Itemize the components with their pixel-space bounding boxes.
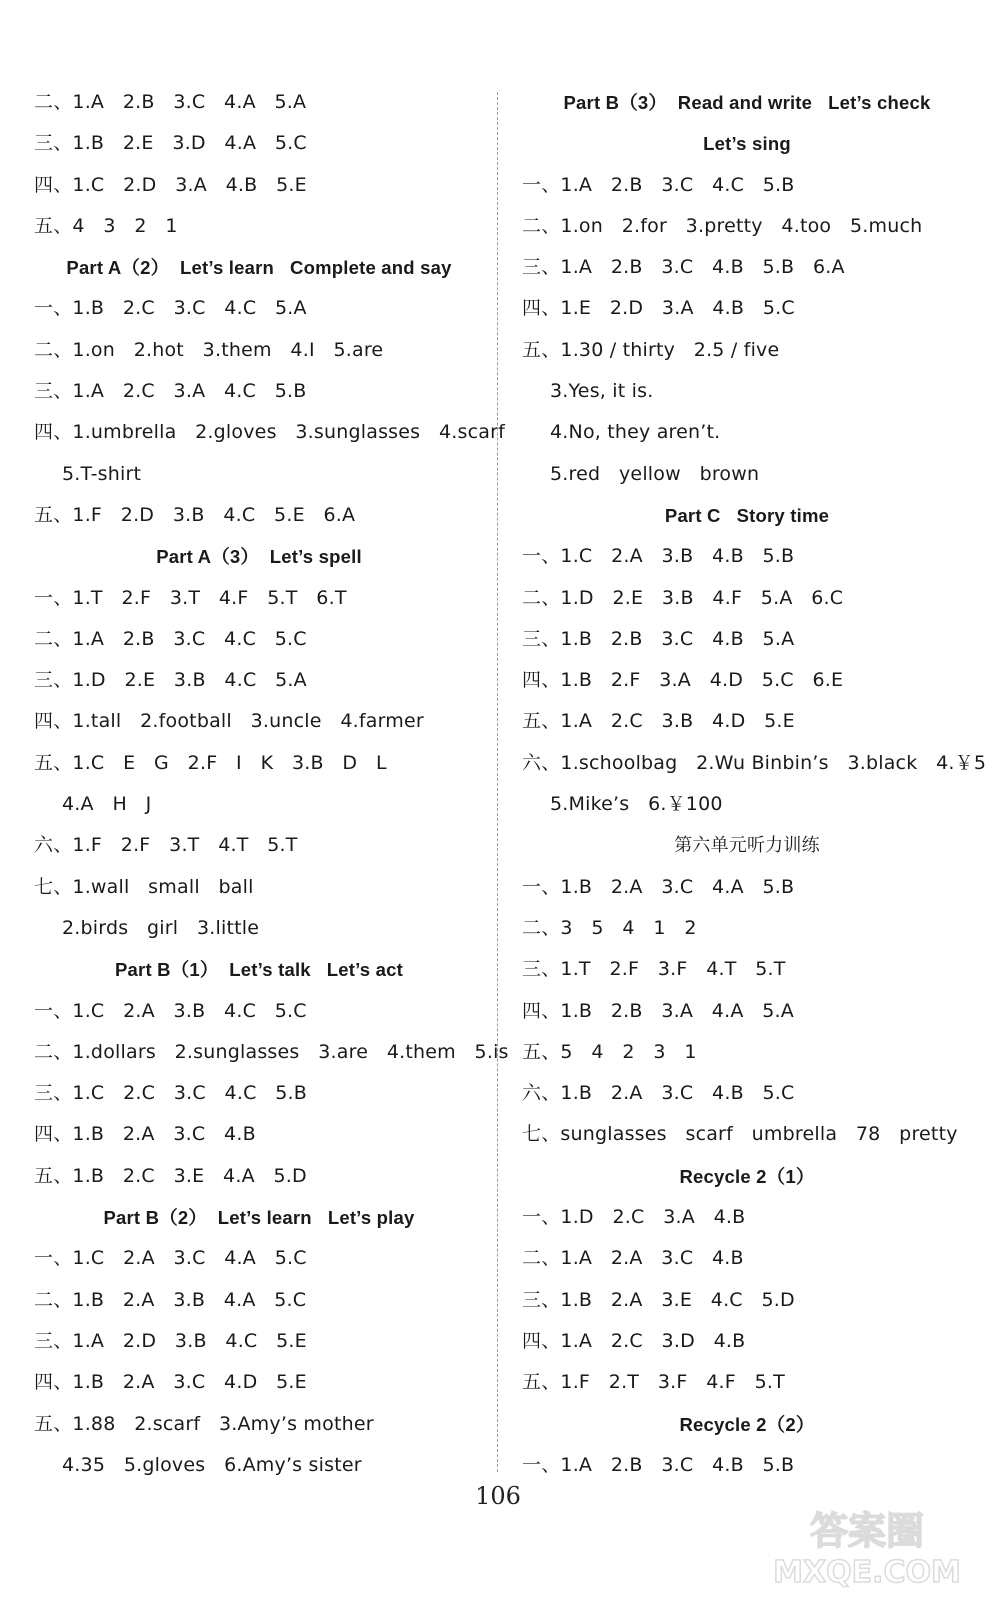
section-heading: Recycle 2（1） (679, 1165, 815, 1187)
answer-line-continuation: 4.No, they aren’t. (550, 421, 721, 444)
answer-line: 四、1.B 2.A 3.C 4.B (34, 1123, 256, 1146)
answer-line: 七、sunglasses scarf umbrella 78 pretty (522, 1123, 958, 1146)
answer-line: 一、1.C 2.A 3.B 4.B 5.B (522, 545, 795, 568)
answer-line: 二、1.D 2.E 3.B 4.F 5.A 6.C (522, 586, 844, 609)
answer-line: 三、1.A 2.C 3.A 4.C 5.B (34, 380, 307, 403)
section-heading: Part B（2） Let’s learn Let’s play (103, 1207, 415, 1229)
answer-line: 二、1.on 2.for 3.pretty 4.too 5.much (522, 214, 923, 237)
answer-line: 二、1.A 2.A 3.C 4.B (522, 1247, 744, 1270)
answer-line: 三、1.D 2.E 3.B 4.C 5.A (34, 669, 307, 692)
answer-line-continuation: 4.35 5.gloves 6.Amy’s sister (62, 1453, 362, 1476)
answer-line: 五、5 4 2 3 1 (522, 1040, 697, 1063)
answer-line: 三、1.B 2.B 3.C 4.B 5.A (522, 627, 795, 650)
answer-line-continuation: 4.A H J (62, 793, 152, 816)
answer-line: 五、1.30 / thirty 2.5 / five (522, 338, 780, 361)
answer-line-continuation: 5.Mike’s 6.￥100 (550, 793, 723, 816)
section-heading: Part A（2） Let’s learn Complete and say (66, 257, 452, 279)
answer-line: 五、1.88 2.scarf 3.Amy’s mother (34, 1412, 374, 1435)
answer-line: 三、1.B 2.E 3.D 4.A 5.C (34, 132, 307, 155)
answer-line: 五、4 3 2 1 (34, 214, 178, 237)
answer-line: 六、1.F 2.F 3.T 4.T 5.T (34, 834, 298, 857)
answer-line: 四、1.E 2.D 3.A 4.B 5.C (522, 297, 795, 320)
answer-line: 三、1.T 2.F 3.F 4.T 5.T (522, 958, 786, 981)
answer-line: 四、1.B 2.B 3.A 4.A 5.A (522, 999, 794, 1022)
answer-line-continuation: 5.red yellow brown (550, 462, 760, 485)
answer-line: 二、1.dollars 2.sunglasses 3.are 4.them 5.is (34, 1040, 509, 1063)
answer-line: 三、1.A 2.B 3.C 4.B 5.B 6.A (522, 256, 845, 279)
page-number: 106 (475, 1482, 521, 1510)
watermark-title: 答案圈 (809, 1509, 925, 1553)
section-heading: Recycle 2（2） (679, 1413, 815, 1435)
answer-line-continuation: 3.Yes, it is. (550, 380, 654, 403)
answer-line: 三、1.B 2.A 3.E 4.C 5.D (522, 1288, 795, 1311)
answer-line: 五、1.C E G 2.F I K 3.B D L (34, 751, 387, 774)
answer-line-continuation: 2.birds girl 3.little (62, 916, 260, 939)
answer-line: 四、1.C 2.D 3.A 4.B 5.E (34, 173, 307, 196)
answer-line: 一、1.B 2.A 3.C 4.A 5.B (522, 875, 795, 898)
answer-line: 五、1.F 2.D 3.B 4.C 5.E 6.A (34, 503, 356, 526)
column-divider (497, 92, 498, 1472)
section-heading: Part B（3） Read and write Let’s check (563, 92, 931, 113)
answer-line: 一、1.C 2.A 3.C 4.A 5.C (34, 1247, 307, 1270)
answer-line: 五、1.F 2.T 3.F 4.F 5.T (522, 1371, 785, 1394)
watermark-url: MXQE.COM (773, 1555, 961, 1590)
answer-line: 二、1.A 2.B 3.C 4.C 5.C (34, 627, 307, 650)
section-heading: Part C Story time (664, 504, 830, 526)
answer-line: 一、1.B 2.C 3.C 4.C 5.A (34, 297, 307, 320)
answer-line: 五、1.A 2.C 3.B 4.D 5.E (522, 710, 795, 733)
answer-line: 一、1.C 2.A 3.B 4.C 5.C (34, 999, 307, 1022)
answer-line: 六、1.schoolbag 2.Wu Binbin’s 3.black 4.￥5 (522, 751, 987, 774)
answer-line: 七、1.wall small ball (34, 875, 254, 898)
answer-line: 二、1.on 2.hot 3.them 4.I 5.are (34, 338, 384, 361)
right-answer-column (522, 82, 987, 1486)
answer-line: 三、1.C 2.C 3.C 4.C 5.B (34, 1082, 308, 1105)
answer-line: 四、1.tall 2.football 3.uncle 4.farmer (34, 710, 424, 733)
left-answer-column (34, 82, 509, 1486)
answer-line: 一、1.T 2.F 3.T 4.F 5.T 6.T (34, 586, 347, 609)
answer-line: 一、1.D 2.C 3.A 4.B (522, 1206, 746, 1229)
section-heading: Part B（1） Let’s talk Let’s act (115, 959, 403, 981)
answer-line: 一、1.A 2.B 3.C 4.C 5.B (522, 173, 795, 196)
section-heading: Let’s sing (703, 133, 791, 155)
answer-line: 二、3 5 4 1 2 (522, 916, 697, 939)
answer-line: 六、1.B 2.A 3.C 4.B 5.C (522, 1082, 795, 1105)
answer-line: 五、1.B 2.C 3.E 4.A 5.D (34, 1164, 307, 1187)
answer-line: 三、1.A 2.D 3.B 4.C 5.E (34, 1329, 307, 1352)
answer-line: 四、1.A 2.C 3.D 4.B (522, 1329, 746, 1352)
answer-line: 二、1.A 2.B 3.C 4.A 5.A (34, 91, 307, 113)
answer-line: 四、1.B 2.F 3.A 4.D 5.C 6.E (522, 669, 844, 692)
section-heading: Part A（3） Let’s spell (156, 546, 362, 568)
answer-line: 二、1.B 2.A 3.B 4.A 5.C (34, 1288, 307, 1311)
answer-line: 四、1.umbrella 2.gloves 3.sunglasses 4.scarf (34, 421, 505, 444)
answer-line: 四、1.B 2.A 3.C 4.D 5.E (34, 1371, 307, 1394)
section-heading: 第六单元听力训练 (674, 835, 820, 856)
answer-line-continuation: 5.T-shirt (62, 462, 142, 485)
watermark-logo (752, 1500, 982, 1590)
answer-line: 一、1.A 2.B 3.C 4.B 5.B (522, 1453, 795, 1476)
